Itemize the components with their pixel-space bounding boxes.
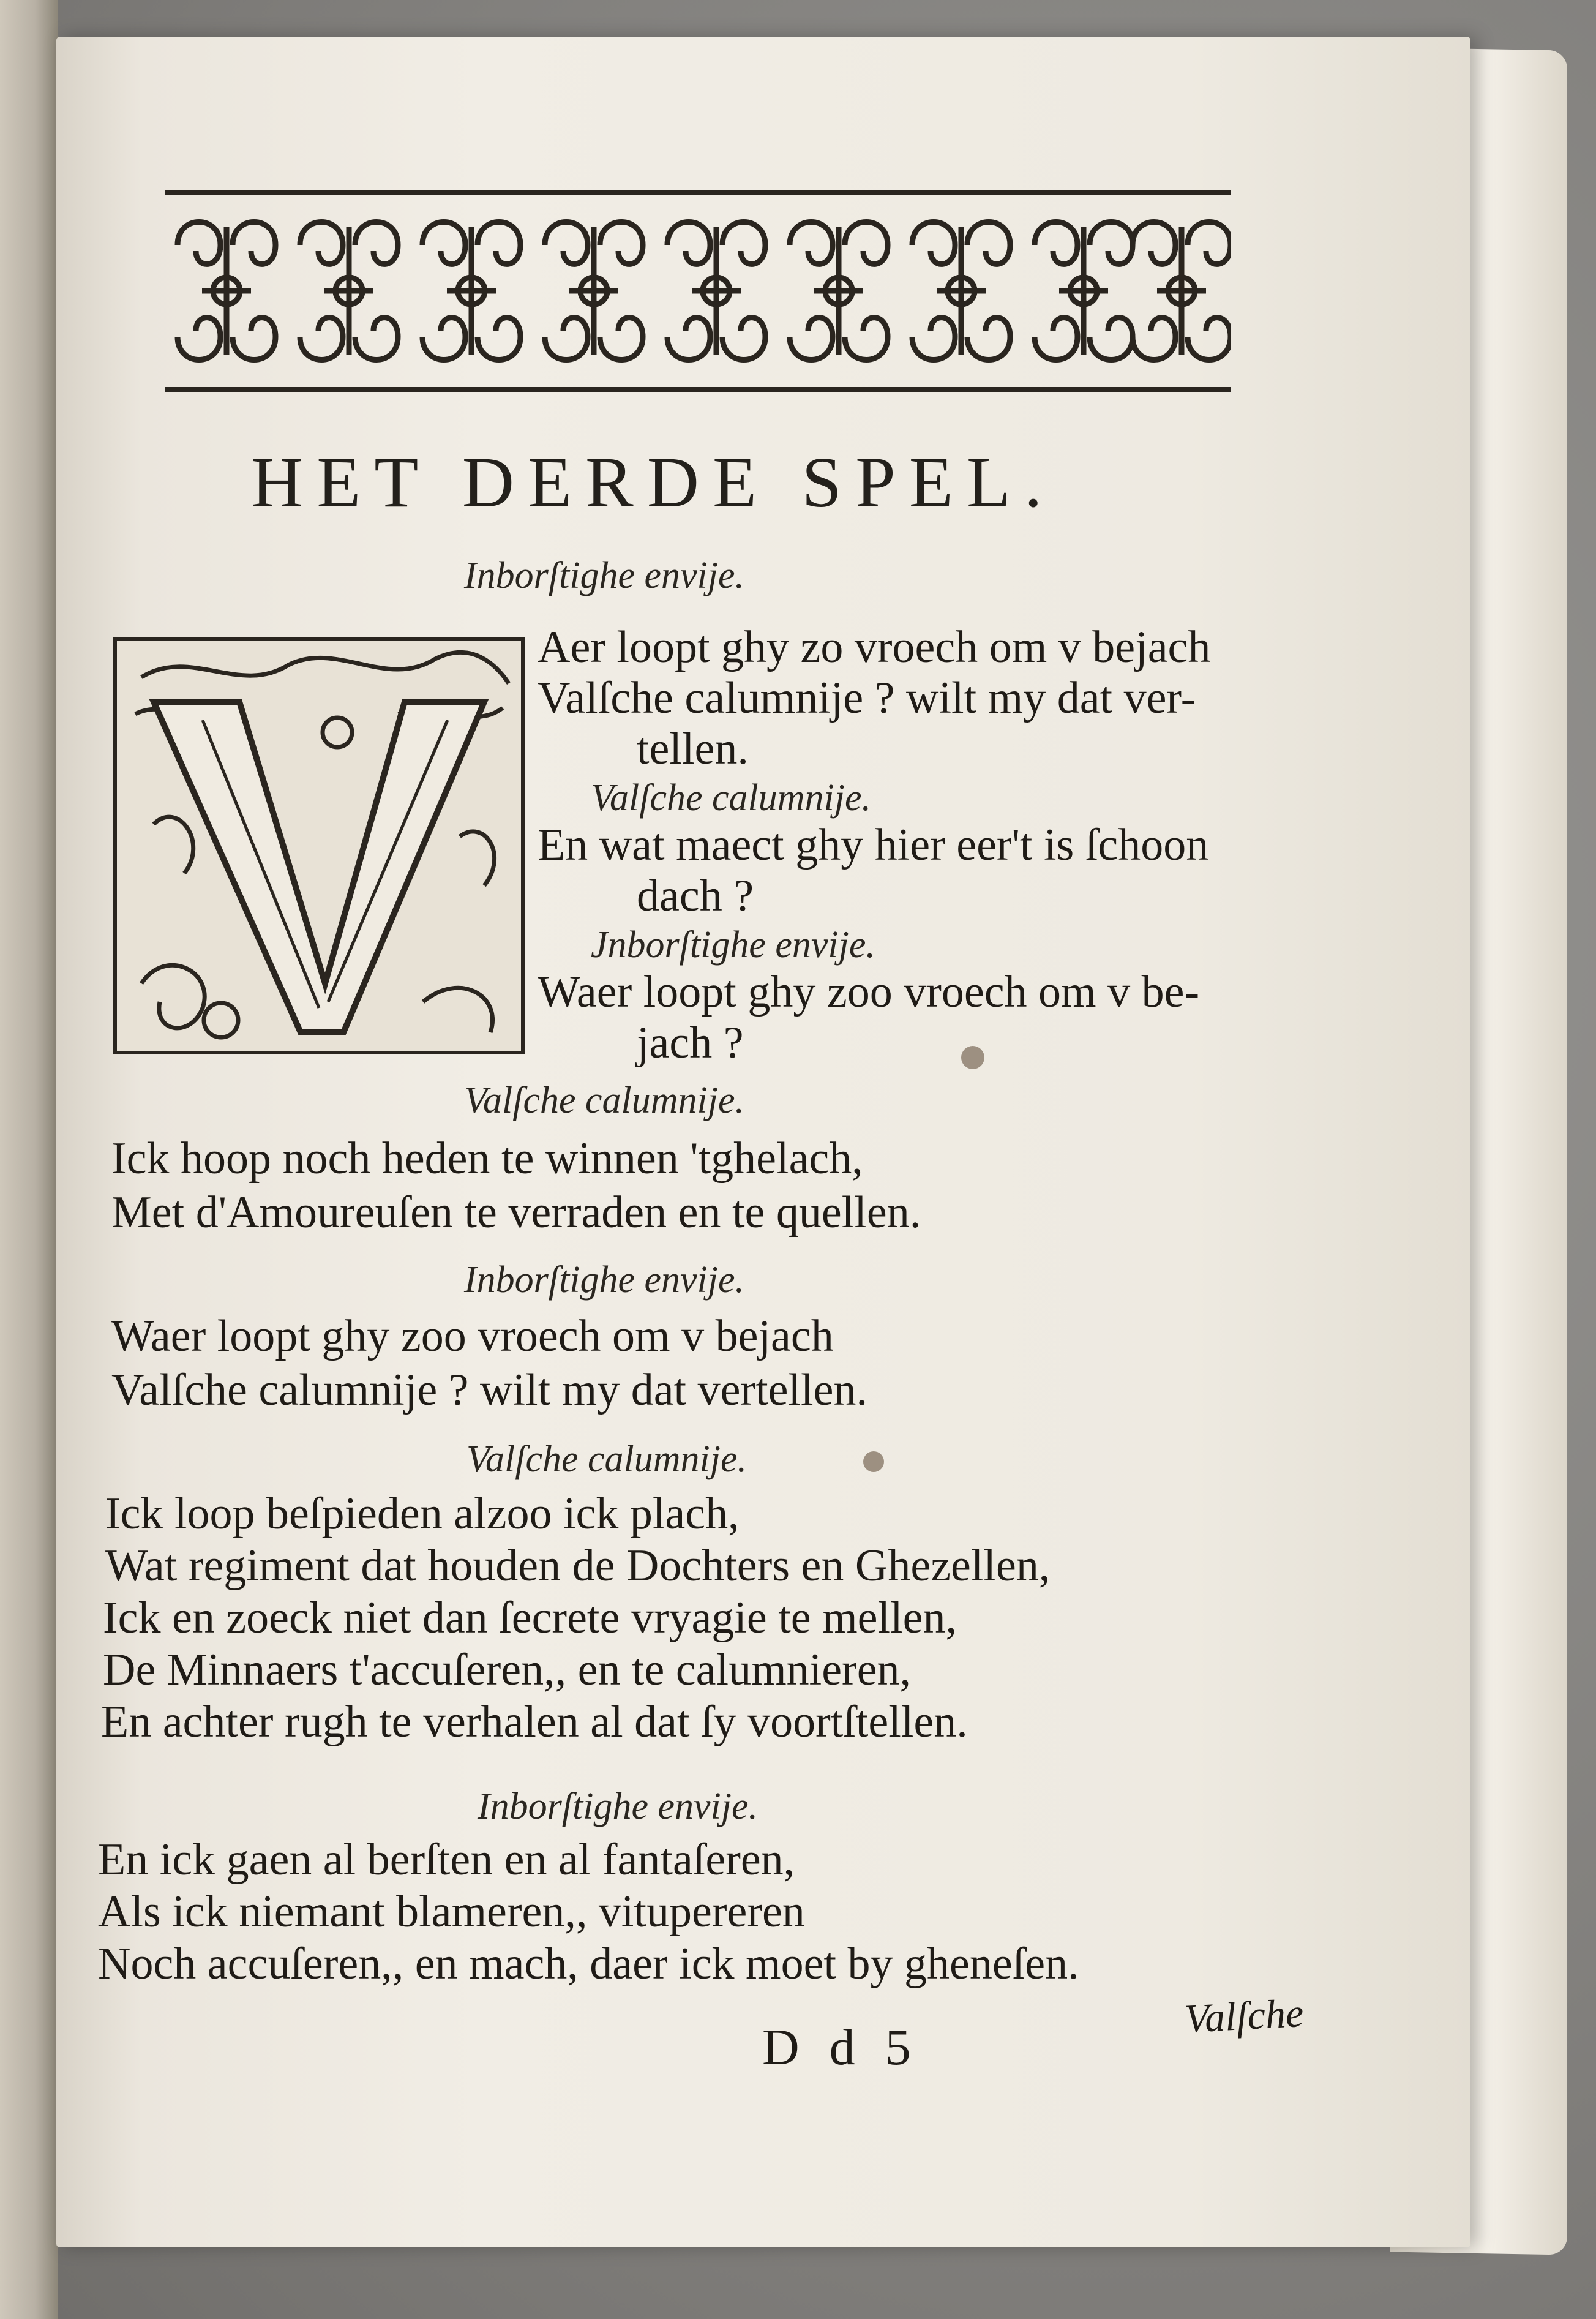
verse-line: Waer loopt ghy zoo vroech om v bejach — [111, 1311, 834, 1361]
catchword: Valſche — [1183, 1990, 1305, 2042]
verse-line: Ick hoop noch heden te winnen 'tghelach, — [111, 1133, 863, 1184]
speaker-label: Valſche calumnije. — [464, 1080, 744, 1121]
verse-line: Valſche calumnije ? wilt my dat vertellen. — [111, 1365, 867, 1415]
verse-line: Ick en zoeck niet dan ſecrete vryagie te mellen, — [103, 1593, 957, 1643]
decorated-initial-v — [113, 637, 525, 1054]
verse-line: En achter rugh te verhalen al dat ſy voortſtellen. — [101, 1697, 968, 1747]
verse-line: Wat regiment dat houden de Dochters en Ghezellen, — [105, 1541, 1051, 1591]
verse-line: Valſche calumnije ? wilt my dat ver- — [538, 673, 1196, 723]
verse-line: Als ick niemant blameren,, vitupereren — [98, 1887, 805, 1937]
speaker-label: Inborſtighe envije. — [464, 1259, 744, 1301]
speaker-label: Inborſtighe envije. — [478, 1786, 758, 1827]
speaker-label: Valſche calumnije. — [591, 777, 871, 819]
verse-line: Aer loopt ghy zo vroech om v bejach — [538, 622, 1211, 672]
verse-line: Met d'Amoureuſen te verraden en te quellen. — [111, 1187, 921, 1238]
verse-line: dach ? — [637, 871, 754, 921]
page-title: HET DERDE SPEL. — [251, 442, 1056, 522]
foxing-spot — [961, 1046, 984, 1069]
verse-line: Waer loopt ghy zoo vroech om v be- — [538, 967, 1200, 1017]
speaker-label: Valſche calumnije. — [466, 1438, 747, 1480]
speaker-label: Inborſtighe envije. — [464, 555, 744, 596]
ornamental-headpiece — [165, 190, 1231, 392]
speaker-label: Jnborſtighe envije. — [591, 924, 875, 966]
verse-line: En wat maect ghy hier eer't is ſchoon — [538, 820, 1209, 870]
verse-line: Ick loop beſpieden alzoo ick plach, — [105, 1489, 740, 1539]
verse-line: En ick gaen al berſten en al fantaſeren, — [98, 1835, 795, 1885]
left-page-edge — [0, 0, 58, 2319]
verse-line: De Minnaers t'accuſeren,, en te calumnieren, — [103, 1645, 912, 1695]
verse-line: jach ? — [637, 1018, 744, 1068]
verse-line: tellen. — [637, 724, 749, 774]
verse-line: Noch accuſeren,, en mach, daer ick moet by gheneſen. — [98, 1939, 1079, 1989]
foxing-spot — [863, 1451, 884, 1472]
signature-mark: D d 5 — [762, 2019, 920, 2076]
